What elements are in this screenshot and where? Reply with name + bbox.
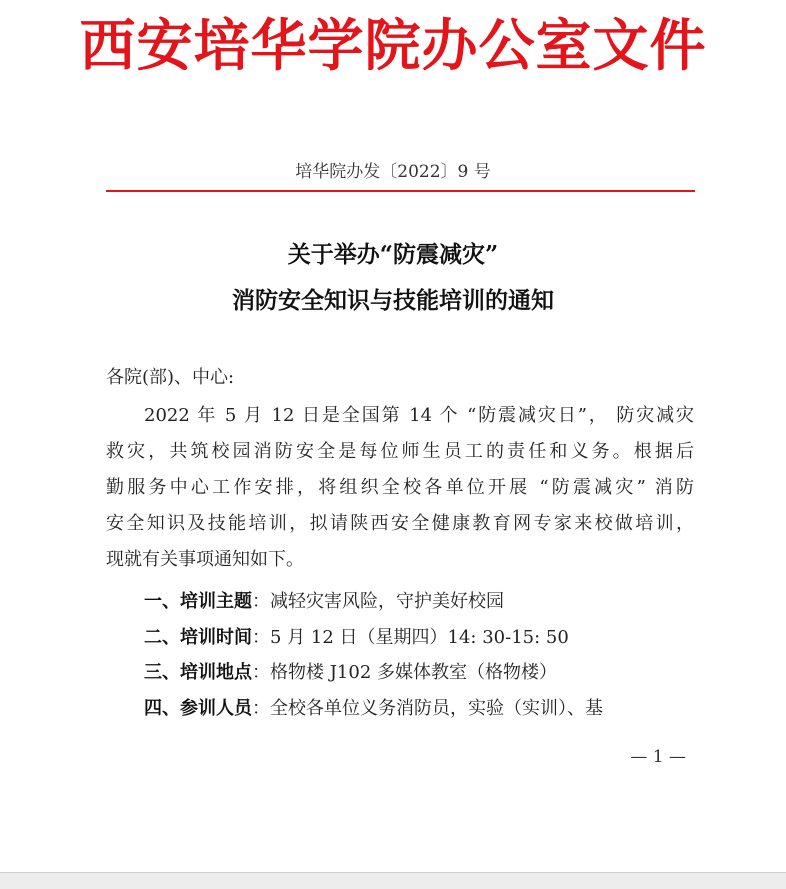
body-line: 救灾，共筑校园消防安全是每位师生员工的责任和义务。根据后 xyxy=(106,441,694,462)
item-separator: ： xyxy=(252,591,270,612)
document-header-title: 西安培华学院办公室文件 xyxy=(79,13,707,79)
item-separator: ： xyxy=(252,662,270,683)
body-line: 现就有关事项通知如下。 xyxy=(106,549,304,570)
item-text: 5 月 12 日（星期四）14: 30-15: 50 xyxy=(270,627,569,648)
page-bottom-edge xyxy=(0,872,786,889)
item-training-location xyxy=(144,658,557,688)
page-number: — 1 — xyxy=(630,747,686,767)
item-lead: 三、培训地点 xyxy=(144,662,252,683)
item-text: 全校各单位义务消防员，实验（实训）、基 xyxy=(270,698,603,719)
item-separator: ： xyxy=(252,698,270,719)
salutation: 各院(部)、中心: xyxy=(106,367,235,388)
body-line: 2022 年 5 月 12 日是全国第 14 个 “防震减灾日”， 防灾减灾 xyxy=(144,405,694,426)
item-lead: 一、培训主题 xyxy=(144,591,252,612)
item-lead: 二、培训时间 xyxy=(144,627,252,648)
item-separator: ： xyxy=(252,627,270,648)
item-participants xyxy=(144,694,603,724)
item-training-theme xyxy=(144,587,504,617)
body-paragraph xyxy=(106,398,694,578)
body-line: 安全知识及技能培训，拟请陕西安全健康教育网专家来校做培训， xyxy=(106,513,694,534)
document-number: 培华院办发〔2022〕9 号 xyxy=(295,162,491,182)
item-text: 减轻灾害风险，守护美好校园 xyxy=(270,591,504,612)
red-divider-line xyxy=(106,190,695,192)
body-line: 勤服务中心工作安排，将组织全校各单位开展 “防震减灾” 消防 xyxy=(106,477,694,498)
notice-title-line-1: 关于举办“防震减灾” xyxy=(287,241,499,268)
item-training-time xyxy=(144,623,569,653)
item-text: 格物楼 J102 多媒体教室（格物楼） xyxy=(270,662,558,683)
notice-title-line-2: 消防安全知识与技能培训的通知 xyxy=(232,287,554,314)
item-lead: 四、参训人员 xyxy=(144,698,252,719)
